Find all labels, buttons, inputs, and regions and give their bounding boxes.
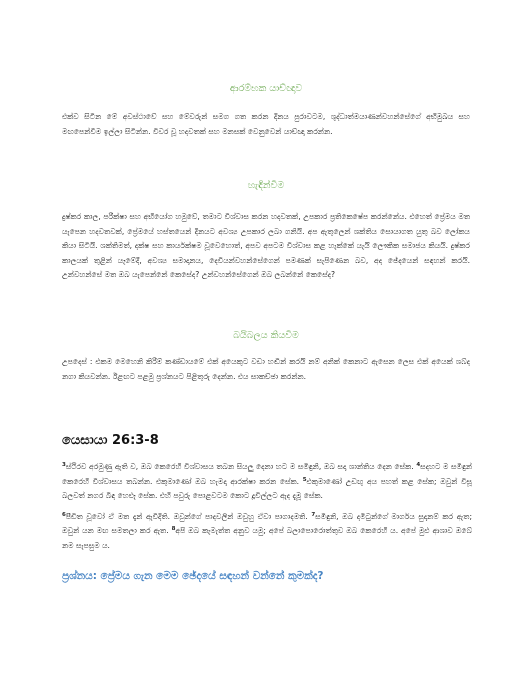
verse-text: සදහට ම සමිඳුන් කෙරෙහි විශ්වාසය තබන්න. එකුමාණෝ ඔබ හැමදා ආරක්ෂා කරන සේක. bbox=[62, 462, 473, 486]
scripture-passage bbox=[62, 460, 472, 559]
verse-text: පීඩිත වූවෝ ඒ මත දැන් ඇවිදිති. ඔවුන්ගේ පාදවලින් ඔවුහු ඒවා පාගාදමති. bbox=[65, 511, 312, 521]
verse-text: සමිඳුනි, ඔබ දමිටුන්ගේ මාර්ගය සුදානම් කර ඇත; ඔවුන් යන මඟ සමතලා කර ඇත. bbox=[62, 511, 472, 535]
opening-prayer-text: එක්ව සිටින මේ අවස්ථාවේ සහ මේවරුන් සමග ගත කරන දිනය පුරාවටම, ශුද්ධාත්මයාණන්වහන්සේගේ අභිමුඛය සහ මඟපෙන්වීම ඉල්ලා සිටින්න. විවර වූ හදවතක් සහ මනසක් වෙනුවෙන් යාච්ඥා කරන්න. bbox=[62, 112, 470, 136]
verse-number: 3 bbox=[62, 462, 66, 468]
introduction-heading: හැඳින්වීම bbox=[247, 180, 285, 191]
verse-text: අපි ඔබ කැමැත්ත අනුව යමු; අපේ බලාපොරොත්තුව ඔබ කෙරෙහි ය. අපේ මුළු ආශාව ඔබේ නම සැපසුම ය. bbox=[62, 526, 472, 550]
verse-number: 8 bbox=[171, 526, 176, 532]
scripture-paragraph bbox=[62, 460, 472, 504]
introduction-text: දුෂ්කර කාල, පරීක්ෂා සහ අභියෝග හමුවේ, තමාට විශ්වාස කරන හදවතක්, උපකාර ප්‍රතිකෙෂේප කරන්නේය. එහෙත් ප්‍රේමය මත යැපෙන හදවතවක්, ප්‍රේමයේ හස්තයෙන් දිනයට අවශ්‍ය උපකාර ලබා ගනියි. අප ඇතුලෙන් ශක්තිය සොයාගත යුතු බව ලෝකය කියා සිටියි. ශක්තිමත්, දක්ෂ සහ කාර්යක්ෂම වූවෙහොත්, අපව අපටම විශ්වාස කළ හැක්කේ යැයි ලෞකික සමාජය කියයි. දුෂ්කර කාලයක් තුළින් යෑමේදී, අවශ්‍ය සමාදානය, දෙවියන්වහන්සේගෙන් පමණක් සැපිණෙන බව, අද ඡේදයෙන් සඳහන් කරයි. උන්වහන්සේ මත ඔබ යැපෙන්නේ කෙසේද? උන්වහන්සේගෙන් ඔබ ලබන්නේ කෙසේද? bbox=[62, 212, 470, 279]
bible-reading-instructions: උපදෙස් : එකම මෙහෙනි කිරීම් කණ්ඩායමේ එක් අයෙකුට වඩා හඬින් කරයි නම් අනික් කෙනාට ඇසෙන ලෙස එක් අයෙක් ශබ්ද නගා කියවන්න. ඊළඟට පළමු ප්‍රශ්නයට පිළිතුරු දෙන්න. එය සාකච්ඡා කරන්න. bbox=[62, 357, 470, 381]
opening-prayer-heading: ආරම්භක යාච්ඥාව bbox=[229, 83, 303, 94]
discussion-question: ප්‍රශ්නය: ප්‍රේමය ගැන මෙම ඡේදයේ සඳහන් වන්නේ කුමක්ද? bbox=[62, 570, 324, 582]
verse-number: 4 bbox=[416, 462, 421, 468]
scripture-reference: යෙසායා 26:3-8 bbox=[62, 433, 159, 448]
verse-number: 5 bbox=[302, 476, 307, 483]
verse-number: 7 bbox=[311, 511, 316, 518]
verse-number: 6 bbox=[62, 511, 66, 518]
verse-text: ස්ථිරව අරමුණු ඇති ව, ඔබ කෙරෙහි විශ්වාසය තබන සියලු දෙනා හට ම සමිඳුනි, ඔබ සදා ශාන්තිය දෙන සේක. bbox=[65, 462, 417, 471]
bible-reading-heading: බයිබලය කියවීම bbox=[233, 330, 299, 341]
scripture-paragraph bbox=[62, 510, 472, 554]
verse-text: එකුමාණෝ උඩඟු අය පහත් කළ සේක; ඔවුන් විසූ බලවත් නගර බිඳ හෙළූ සේක. එහි පවුරු පොළවටම කොට දූවිල්ලට ඇද දැමූ සේක. bbox=[62, 476, 472, 500]
